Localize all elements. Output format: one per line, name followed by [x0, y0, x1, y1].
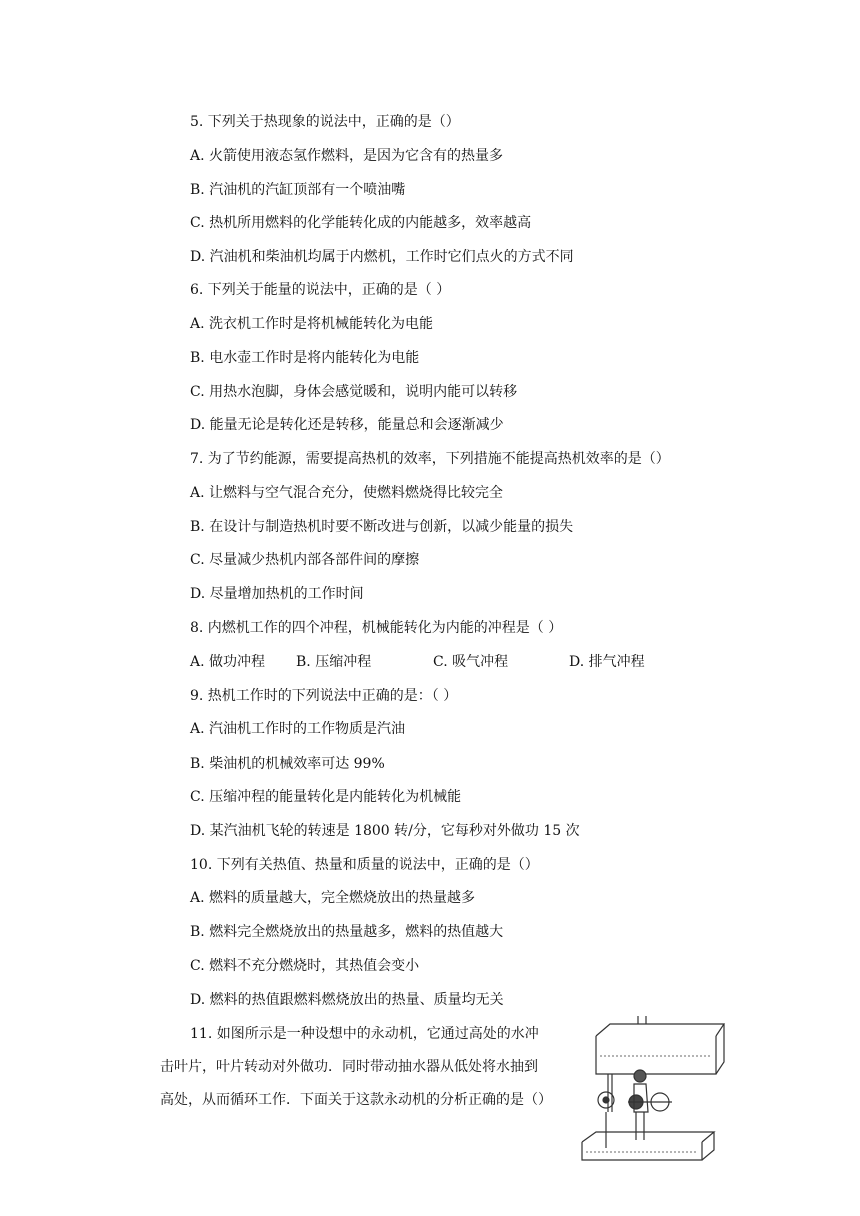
q9-option-c: C. 压缩冲程的能量转化是内能转化为机械能 — [190, 789, 462, 805]
q7-stem: 7. 为了节约能源，需要提高热机的效率，下列措施不能提高热机效率的是（） — [190, 451, 670, 467]
q5-stem: 5. 下列关于热现象的说法中，正确的是（） — [190, 114, 460, 130]
q6-option-c: C. 用热水泡脚，身体会感觉暖和，说明内能可以转移 — [190, 384, 518, 400]
q5-option-b: B. 汽油机的汽缸顶部有一个喷油嘴 — [190, 182, 406, 198]
q8-options-row — [190, 652, 670, 672]
q6-option-b: B. 电水壶工作时是将内能转化为电能 — [190, 350, 420, 366]
q7-option-b: B. 在设计与制造热机时要不断改进与创新，以减少能量的损失 — [190, 519, 574, 535]
q10-stem: 10. 下列有关热值、热量和质量的说法中，正确的是（） — [190, 857, 539, 873]
q8-option-a: A. 做功冲程 — [190, 654, 266, 670]
q9-option-b: B. 柴油机的机械效率可达 99% — [190, 756, 385, 772]
q11-text-line-3: 高处，从而循环工作．下面关于这款永动机的分析正确的是（） — [160, 1092, 552, 1108]
q10-option-c: C. 燃料不充分燃烧时，其热值会变小 — [190, 958, 420, 974]
q8-option-c: C. 吸气冲程 — [433, 654, 509, 670]
q9-stem: 9. 热机工作时的下列说法中正确的是：（ ） — [190, 688, 458, 704]
q8-option-d: D. 排气冲程 — [569, 654, 645, 670]
q6-option-a: A. 洗衣机工作时是将机械能转化为电能 — [190, 316, 434, 332]
q5-option-d: D. 汽油机和柴油机均属于内燃机，工作时它们点火的方式不同 — [190, 249, 574, 265]
q10-option-b: B. 燃料完全燃烧放出的热量越多，燃料的热值越大 — [190, 924, 504, 940]
q7-option-a: A. 让燃料与空气混合充分，使燃料燃烧得比较完全 — [190, 485, 504, 501]
q9-option-d: D. 某汽油机飞轮的转速是 1800 转/分，它每秒对外做功 15 次 — [190, 823, 580, 839]
q10-option-d: D. 燃料的热值跟燃料燃烧放出的热量、质量均无关 — [190, 992, 504, 1008]
q8-option-b: B. 压缩冲程 — [296, 654, 372, 670]
q8-stem: 8. 内燃机工作的四个冲程，机械能转化为内能的冲程是（ ） — [190, 620, 563, 636]
q6-stem: 6. 下列关于能量的说法中，正确的是（ ） — [190, 282, 451, 298]
q11-text-line-1: 11. 如图所示是一种设想中的永动机，它通过高处的水冲 — [190, 1026, 539, 1042]
perpetual-motion-machine-figure — [576, 1016, 726, 1166]
q6-option-d: D. 能量无论是转化还是转移，能量总和会逐渐减少 — [190, 417, 504, 433]
q11-text-line-2: 击叶片，叶片转动对外做功．同时带动抽水器从低处将水抽到 — [160, 1059, 538, 1075]
q10-option-a: A. 燃料的质量越大，完全燃烧放出的热量越多 — [190, 890, 476, 906]
q5-option-a: A. 火箭使用液态氢作燃料，是因为它含有的热量多 — [190, 148, 504, 164]
q9-option-a: A. 汽油机工作时的工作物质是汽油 — [190, 721, 406, 737]
q7-option-c: C. 尽量减少热机内部各部件间的摩擦 — [190, 552, 420, 568]
q7-option-d: D. 尽量增加热机的工作时间 — [190, 586, 364, 602]
q5-option-c: C. 热机所用燃料的化学能转化成的内能越多，效率越高 — [190, 215, 532, 231]
